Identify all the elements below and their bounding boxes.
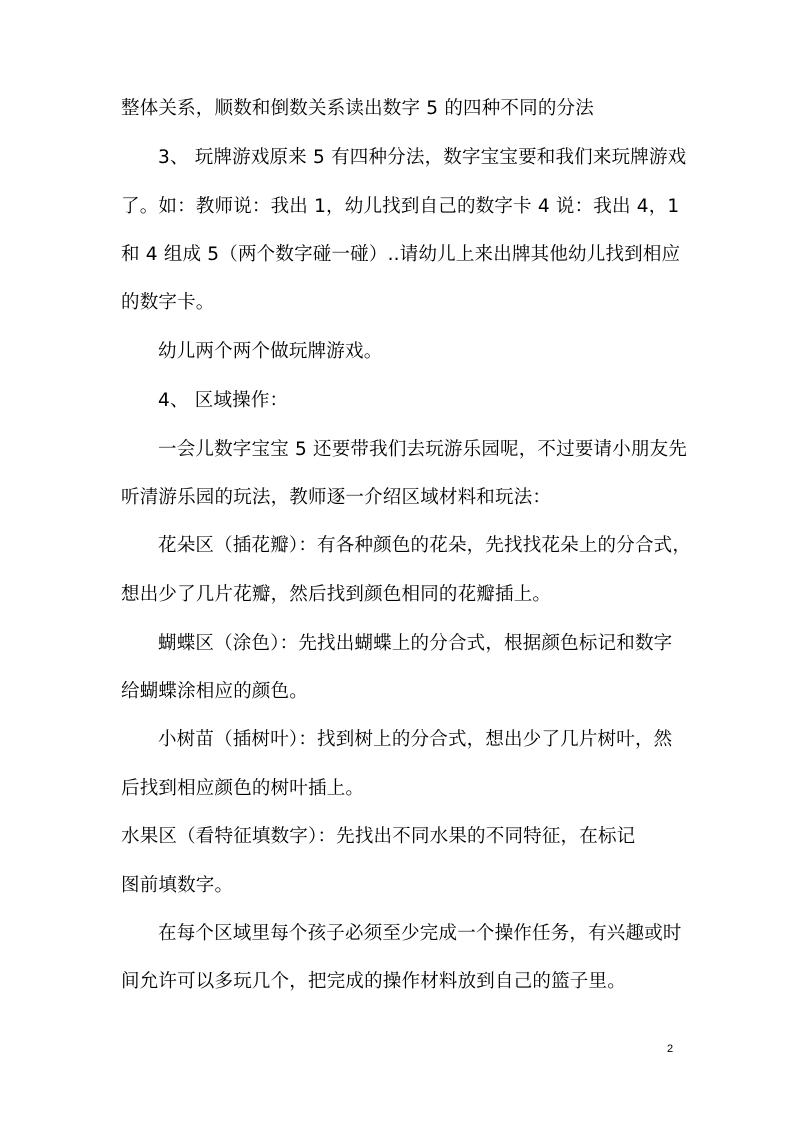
- text-line: 了。如：教师说：我出 1，幼儿找到自己的数字卡 4 说：我出 4，1: [121, 196, 680, 217]
- text-line: 3、 玩牌游戏原来 5 有四种分法，数字宝宝要和我们来玩牌游戏: [158, 147, 687, 168]
- text-line: 小树苗（插树叶）：找到树上的分合式，想出少了几片树叶，然: [158, 729, 673, 750]
- text-line: 幼儿两个两个做玩牌游戏。: [158, 341, 383, 362]
- text-line: 听清游乐园的玩法，教师逐一介绍区域材料和玩法：: [121, 487, 552, 508]
- text-line: 想出少了几片花瓣，然后找到颜色相同的花瓣插上。: [121, 584, 552, 605]
- text-line: 蝴蝶区（涂色）：先找出蝴蝶上的分合式，根据颜色标记和数字: [158, 633, 673, 654]
- text-line: 后找到相应颜色的树叶插上。: [121, 778, 365, 799]
- section-heading: 4、 区域操作：: [158, 390, 289, 411]
- text-line: 给蝴蝶涂相应的颜色。: [121, 681, 309, 702]
- text-line: 的数字卡。: [121, 292, 215, 313]
- text-line: 在每个区域里每个孩子必须至少完成一个操作任务，有兴趣或时: [158, 923, 682, 944]
- text-line: 一会儿数字宝宝 5 还要带我们去玩游乐园呢，不过要请小朋友先: [158, 439, 688, 460]
- text-line: 花朵区（插花瓣）：有各种颜色的花朵，先找找花朵上的分合式，: [158, 535, 692, 556]
- text-line: 和 4 组成 5（两个数字碰一碰）..请幼儿上来出牌其他幼儿找到相应: [121, 244, 681, 265]
- text-line: 整体关系，顺数和倒数关系读出数字 5 的四种不同的分法: [121, 98, 594, 119]
- text-line: 间允许可以多玩几个，把完成的操作材料放到自己的篮子里。: [121, 971, 626, 992]
- page-number: 2: [667, 1043, 674, 1055]
- text-line: 水果区（看特征填数字）：先找出不同水果的不同特征，在标记: [121, 826, 636, 847]
- text-line: 图前填数字。: [121, 875, 234, 896]
